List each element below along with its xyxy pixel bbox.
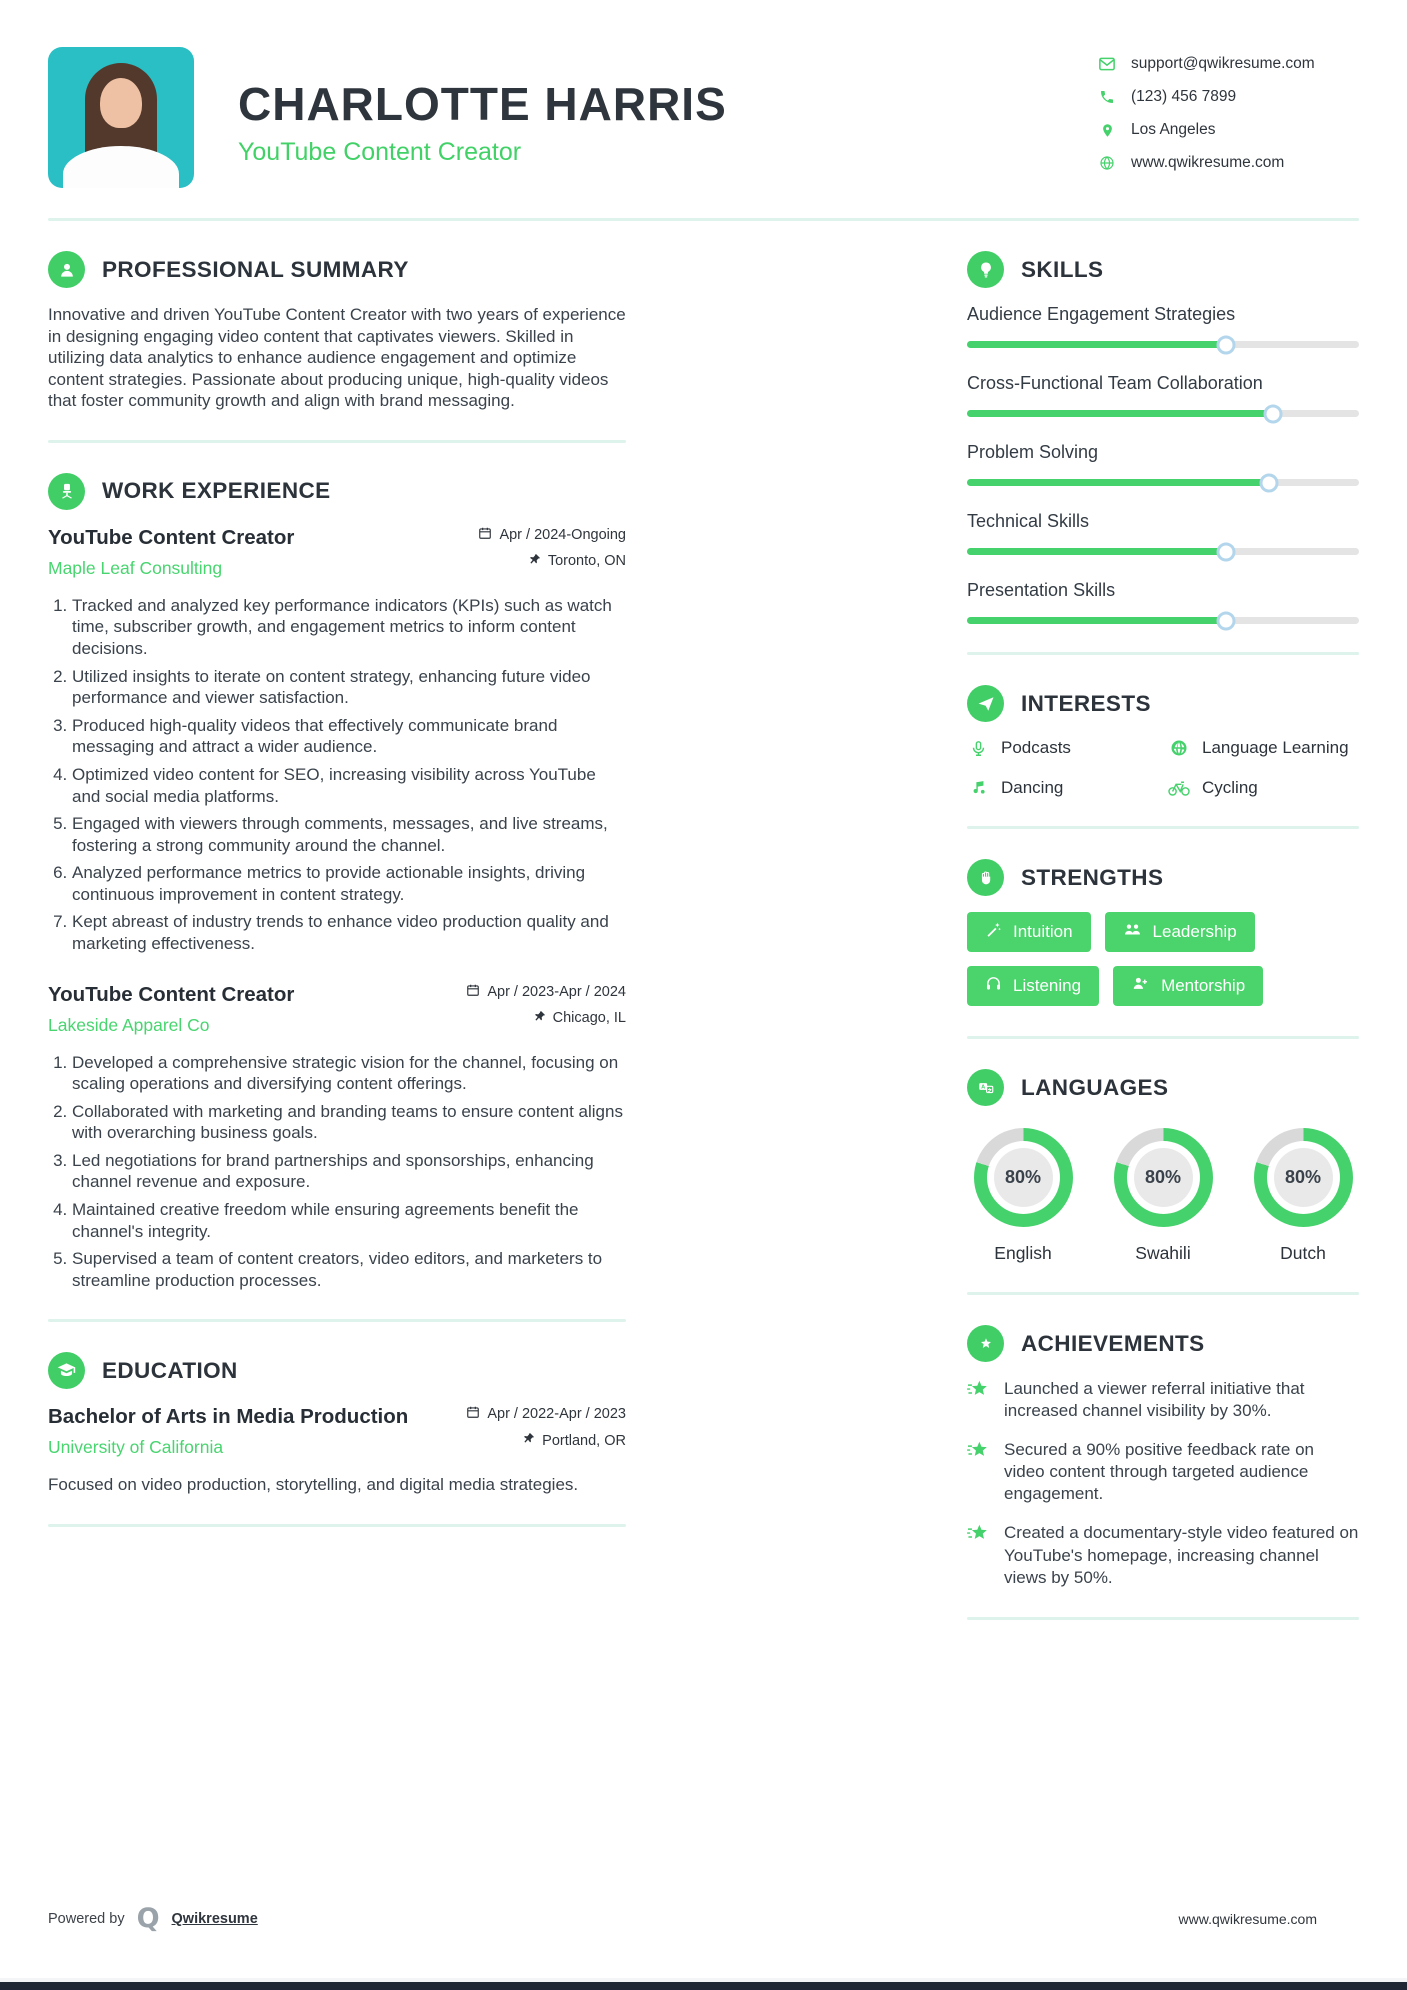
pushpin-icon [522, 1432, 535, 1449]
interest-label: Language Learning [1202, 738, 1349, 757]
phone-icon [1097, 89, 1117, 105]
left-column [48, 251, 626, 1557]
slider-knob[interactable] [1216, 335, 1235, 354]
location-icon [1097, 123, 1117, 138]
work-heading: WORK EXPERIENCE [102, 478, 331, 504]
achievement-item [967, 1522, 1359, 1588]
section-divider [967, 652, 1359, 655]
powered-by-label: Powered by [48, 1910, 125, 1927]
right-column [967, 251, 1359, 1650]
education-entry [48, 1405, 626, 1458]
bullet: 5. Engaged with viewers through comments, messages, and live streams, fostering a strong community around the channel. [72, 813, 626, 856]
qwikresume-logo-icon: Q [136, 1903, 160, 1934]
language-label: Swahili [1135, 1243, 1191, 1263]
language-item [1111, 1128, 1215, 1264]
slider-knob[interactable] [1263, 404, 1282, 423]
contact-email[interactable] [1097, 55, 1359, 73]
degree: Bachelor of Arts in Media Production [48, 1405, 409, 1429]
skill-slider[interactable] [967, 410, 1359, 417]
skill-label: Cross-Functional Team Collaboration [967, 373, 1263, 393]
interest-label: Cycling [1202, 778, 1258, 797]
language-label: Dutch [1280, 1243, 1326, 1263]
shooting-star-icon [967, 1523, 990, 1550]
strengths-heading: STRENGTHS [1021, 864, 1164, 890]
music-note-icon [967, 780, 989, 797]
skill-item [967, 511, 1359, 555]
language-percent: 80% [1274, 1148, 1333, 1207]
contact-website-text: www.qwikresume.com [1131, 154, 1285, 171]
bullet: 3. Produced high-quality videos that effectively communicate brand messaging and attract a wider audience. [72, 715, 626, 758]
strength-badge [967, 912, 1091, 952]
language-donut [1254, 1128, 1353, 1227]
achievements-section-header [967, 1325, 1359, 1362]
footer-site-url: www.qwikresume.com [1178, 1910, 1317, 1927]
section-divider [967, 1036, 1359, 1039]
bullet: 3. Led negotiations for brand partnerships and sponsorships, enhancing channel revenue and exposure. [72, 1150, 626, 1193]
job-1-company: Maple Leaf Consulting [48, 557, 223, 578]
section-divider [967, 1617, 1359, 1620]
job-2-company: Lakeside Apparel Co [48, 1014, 210, 1035]
education-date: Apr / 2022-Apr / 2023 [487, 1406, 626, 1423]
strength-label: Intuition [1013, 922, 1073, 941]
summary-text: Innovative and driven YouTube Content Creator with two years of experience in designing engaging video content that captivates viewers. Skilled in utilizing data analytics to enhance audience engagement and optimize content strategies. Passionate about producing unique, high-quality videos that foster community growth and align with brand messaging. [48, 305, 626, 411]
microphone-icon [967, 740, 989, 757]
slider-knob[interactable] [1216, 611, 1235, 630]
achievement-item [967, 1378, 1359, 1422]
job-2-date: Apr / 2023-Apr / 2024 [487, 983, 626, 1000]
interest-item [1168, 738, 1359, 758]
section-divider [967, 826, 1359, 829]
bullet: 4. Maintained creative freedom while ensuring agreements benefit the channel's integrity. [72, 1199, 626, 1242]
section-divider [48, 1524, 626, 1527]
job-1-header [48, 526, 626, 579]
skill-slider[interactable] [967, 341, 1359, 348]
contact-website[interactable] [1097, 154, 1359, 172]
job-1-location: Toronto, ON [547, 553, 626, 570]
skill-label: Problem Solving [967, 442, 1099, 462]
job-2-location: Chicago, IL [552, 1010, 626, 1027]
language-donut [974, 1128, 1073, 1227]
interest-item [967, 778, 1158, 798]
interest-label: Dancing [1001, 778, 1064, 797]
bottom-bar [0, 1982, 1407, 1990]
globe-icon [1097, 155, 1117, 171]
languages-heading: LANGUAGES [1021, 1074, 1169, 1100]
person-icon [48, 251, 85, 288]
header-divider [48, 218, 1359, 221]
job-1-bullets [48, 595, 626, 955]
languages-row [967, 1122, 1359, 1264]
language-donut [1114, 1128, 1213, 1227]
contact-location [1097, 121, 1359, 139]
work-section-header [48, 473, 626, 510]
job-subtitle: YouTube Content Creator [238, 138, 522, 167]
job-2-header [48, 983, 626, 1036]
bullet: 1. Developed a comprehensive strategic vision for the channel, focusing on scaling operations and diversifying content offerings. [72, 1052, 626, 1095]
calendar-icon [466, 983, 480, 1001]
strengths-badges [967, 912, 1359, 1020]
skill-label: Technical Skills [967, 511, 1090, 531]
interests-heading: INTERESTS [1021, 690, 1151, 716]
language-percent: 80% [994, 1148, 1053, 1207]
section-divider [967, 1292, 1359, 1295]
education-heading: EDUCATION [102, 1357, 238, 1383]
bullet: 2. Utilized insights to iterate on content strategy, enhancing future video performance and viewer satisfaction. [72, 666, 626, 709]
slider-knob[interactable] [1259, 473, 1278, 492]
fist-icon [967, 859, 1004, 896]
section-divider [48, 440, 626, 443]
strengths-section-header [967, 859, 1359, 896]
bicycle-icon [1168, 781, 1190, 796]
achievement-text: Secured a 90% positive feedback rate on video content through targeted audience engagement. [1004, 1440, 1314, 1504]
calendar-icon [478, 526, 492, 544]
profile-photo [48, 47, 194, 188]
education-section-header [48, 1352, 626, 1389]
skills-heading: SKILLS [1021, 256, 1104, 282]
calendar-icon [466, 1405, 480, 1423]
skill-item [967, 580, 1359, 624]
contact-phone-text: (123) 456 7899 [1131, 88, 1237, 105]
slider-knob[interactable] [1216, 542, 1235, 561]
strength-badge [1113, 966, 1263, 1006]
language-item [971, 1128, 1075, 1264]
strength-badge [967, 966, 1099, 1006]
achievement-text: Created a documentary-style video featured on YouTube's homepage, increasing channel views by 50%. [1004, 1523, 1359, 1587]
bullet: 6. Analyzed performance metrics to provide actionable insights, driving continuous improvement in content strategy. [72, 862, 626, 905]
svg-text:A: A [980, 1084, 985, 1091]
bullet: 2. Collaborated with marketing and branding teams to ensure content aligns with overarching business goals. [72, 1101, 626, 1144]
team-icon [1123, 921, 1142, 943]
education-note: Focused on video production, storytelling, and digital media strategies. [48, 1475, 579, 1495]
education-location: Portland, OR [542, 1432, 626, 1449]
mentor-icon [1131, 975, 1150, 997]
school: University of California [48, 1437, 224, 1458]
skill-slider[interactable] [967, 479, 1359, 486]
language-item [1251, 1128, 1355, 1264]
translate-icon [967, 1069, 1004, 1106]
qwikresume-link[interactable]: Qwikresume [171, 1910, 258, 1927]
summary-section-header [48, 251, 626, 288]
achievement-text: Launched a viewer referral initiative that increased channel visibility by 30%. [1004, 1379, 1305, 1421]
paper-plane-icon [967, 685, 1004, 722]
medal-star-icon [967, 1325, 1004, 1362]
globe-icon [1168, 739, 1190, 757]
skill-item [967, 304, 1359, 348]
headphones-icon [985, 975, 1002, 997]
interest-label: Podcasts [1001, 738, 1071, 757]
shooting-star-icon [967, 1379, 990, 1406]
interests-section-header [967, 685, 1359, 722]
interest-item [1168, 778, 1359, 798]
interests-grid [967, 738, 1359, 798]
job-2-bullets [48, 1052, 626, 1292]
job-1-date: Apr / 2024-Ongoing [499, 526, 626, 543]
header [48, 0, 1359, 188]
skills-section-header [967, 251, 1359, 288]
achievement-item [967, 1439, 1359, 1505]
pushpin-icon [528, 553, 541, 570]
language-percent: 80% [1134, 1148, 1193, 1207]
skill-item [967, 373, 1359, 417]
shooting-star-icon [967, 1440, 990, 1467]
job-1-title: YouTube Content Creator [48, 525, 295, 549]
pushpin-icon [533, 1010, 546, 1027]
bullet: 7. Kept abreast of industry trends to enhance video production quality and marketing effectiveness. [72, 911, 626, 954]
section-divider [48, 1319, 626, 1322]
bullet: 4. Optimized video content for SEO, increasing visibility across YouTube and social media platforms. [72, 764, 626, 807]
contact-email-text: support@qwikresume.com [1131, 55, 1315, 72]
strength-badge [1105, 912, 1255, 952]
achievements-heading: ACHIEVEMENTS [1021, 1330, 1205, 1356]
languages-section-header [967, 1069, 1359, 1106]
job-2-title: YouTube Content Creator [48, 982, 295, 1006]
interest-item [967, 738, 1158, 758]
skill-label: Audience Engagement Strategies [967, 304, 1236, 324]
bullet: 1. Tracked and analyzed key performance indicators (KPIs) such as watch time, subscriber growth, and engagement metrics to inform content decisions. [72, 595, 626, 660]
graduation-cap-icon [48, 1352, 85, 1389]
footer [48, 1905, 1359, 1932]
contact-location-text: Los Angeles [1131, 121, 1216, 138]
office-chair-icon [48, 473, 85, 510]
summary-heading: PROFESSIONAL SUMMARY [102, 256, 409, 282]
skill-label: Presentation Skills [967, 580, 1116, 600]
lightbulb-icon [967, 251, 1004, 288]
email-icon [1097, 55, 1117, 73]
strength-label: Listening [1013, 976, 1082, 995]
strength-label: Leadership [1152, 922, 1237, 941]
language-label: English [994, 1243, 1052, 1263]
bullet: 5. Supervised a team of content creators, video editors, and marketers to streamline production processes. [72, 1248, 626, 1291]
skill-slider[interactable] [967, 548, 1359, 555]
contact-list [1097, 55, 1359, 187]
page-title: CHARLOTTE HARRIS [238, 78, 727, 130]
wand-icon [985, 921, 1002, 943]
contact-phone[interactable] [1097, 88, 1359, 106]
strength-label: Mentorship [1161, 976, 1246, 995]
skill-slider[interactable] [967, 617, 1359, 624]
skill-item [967, 442, 1359, 486]
